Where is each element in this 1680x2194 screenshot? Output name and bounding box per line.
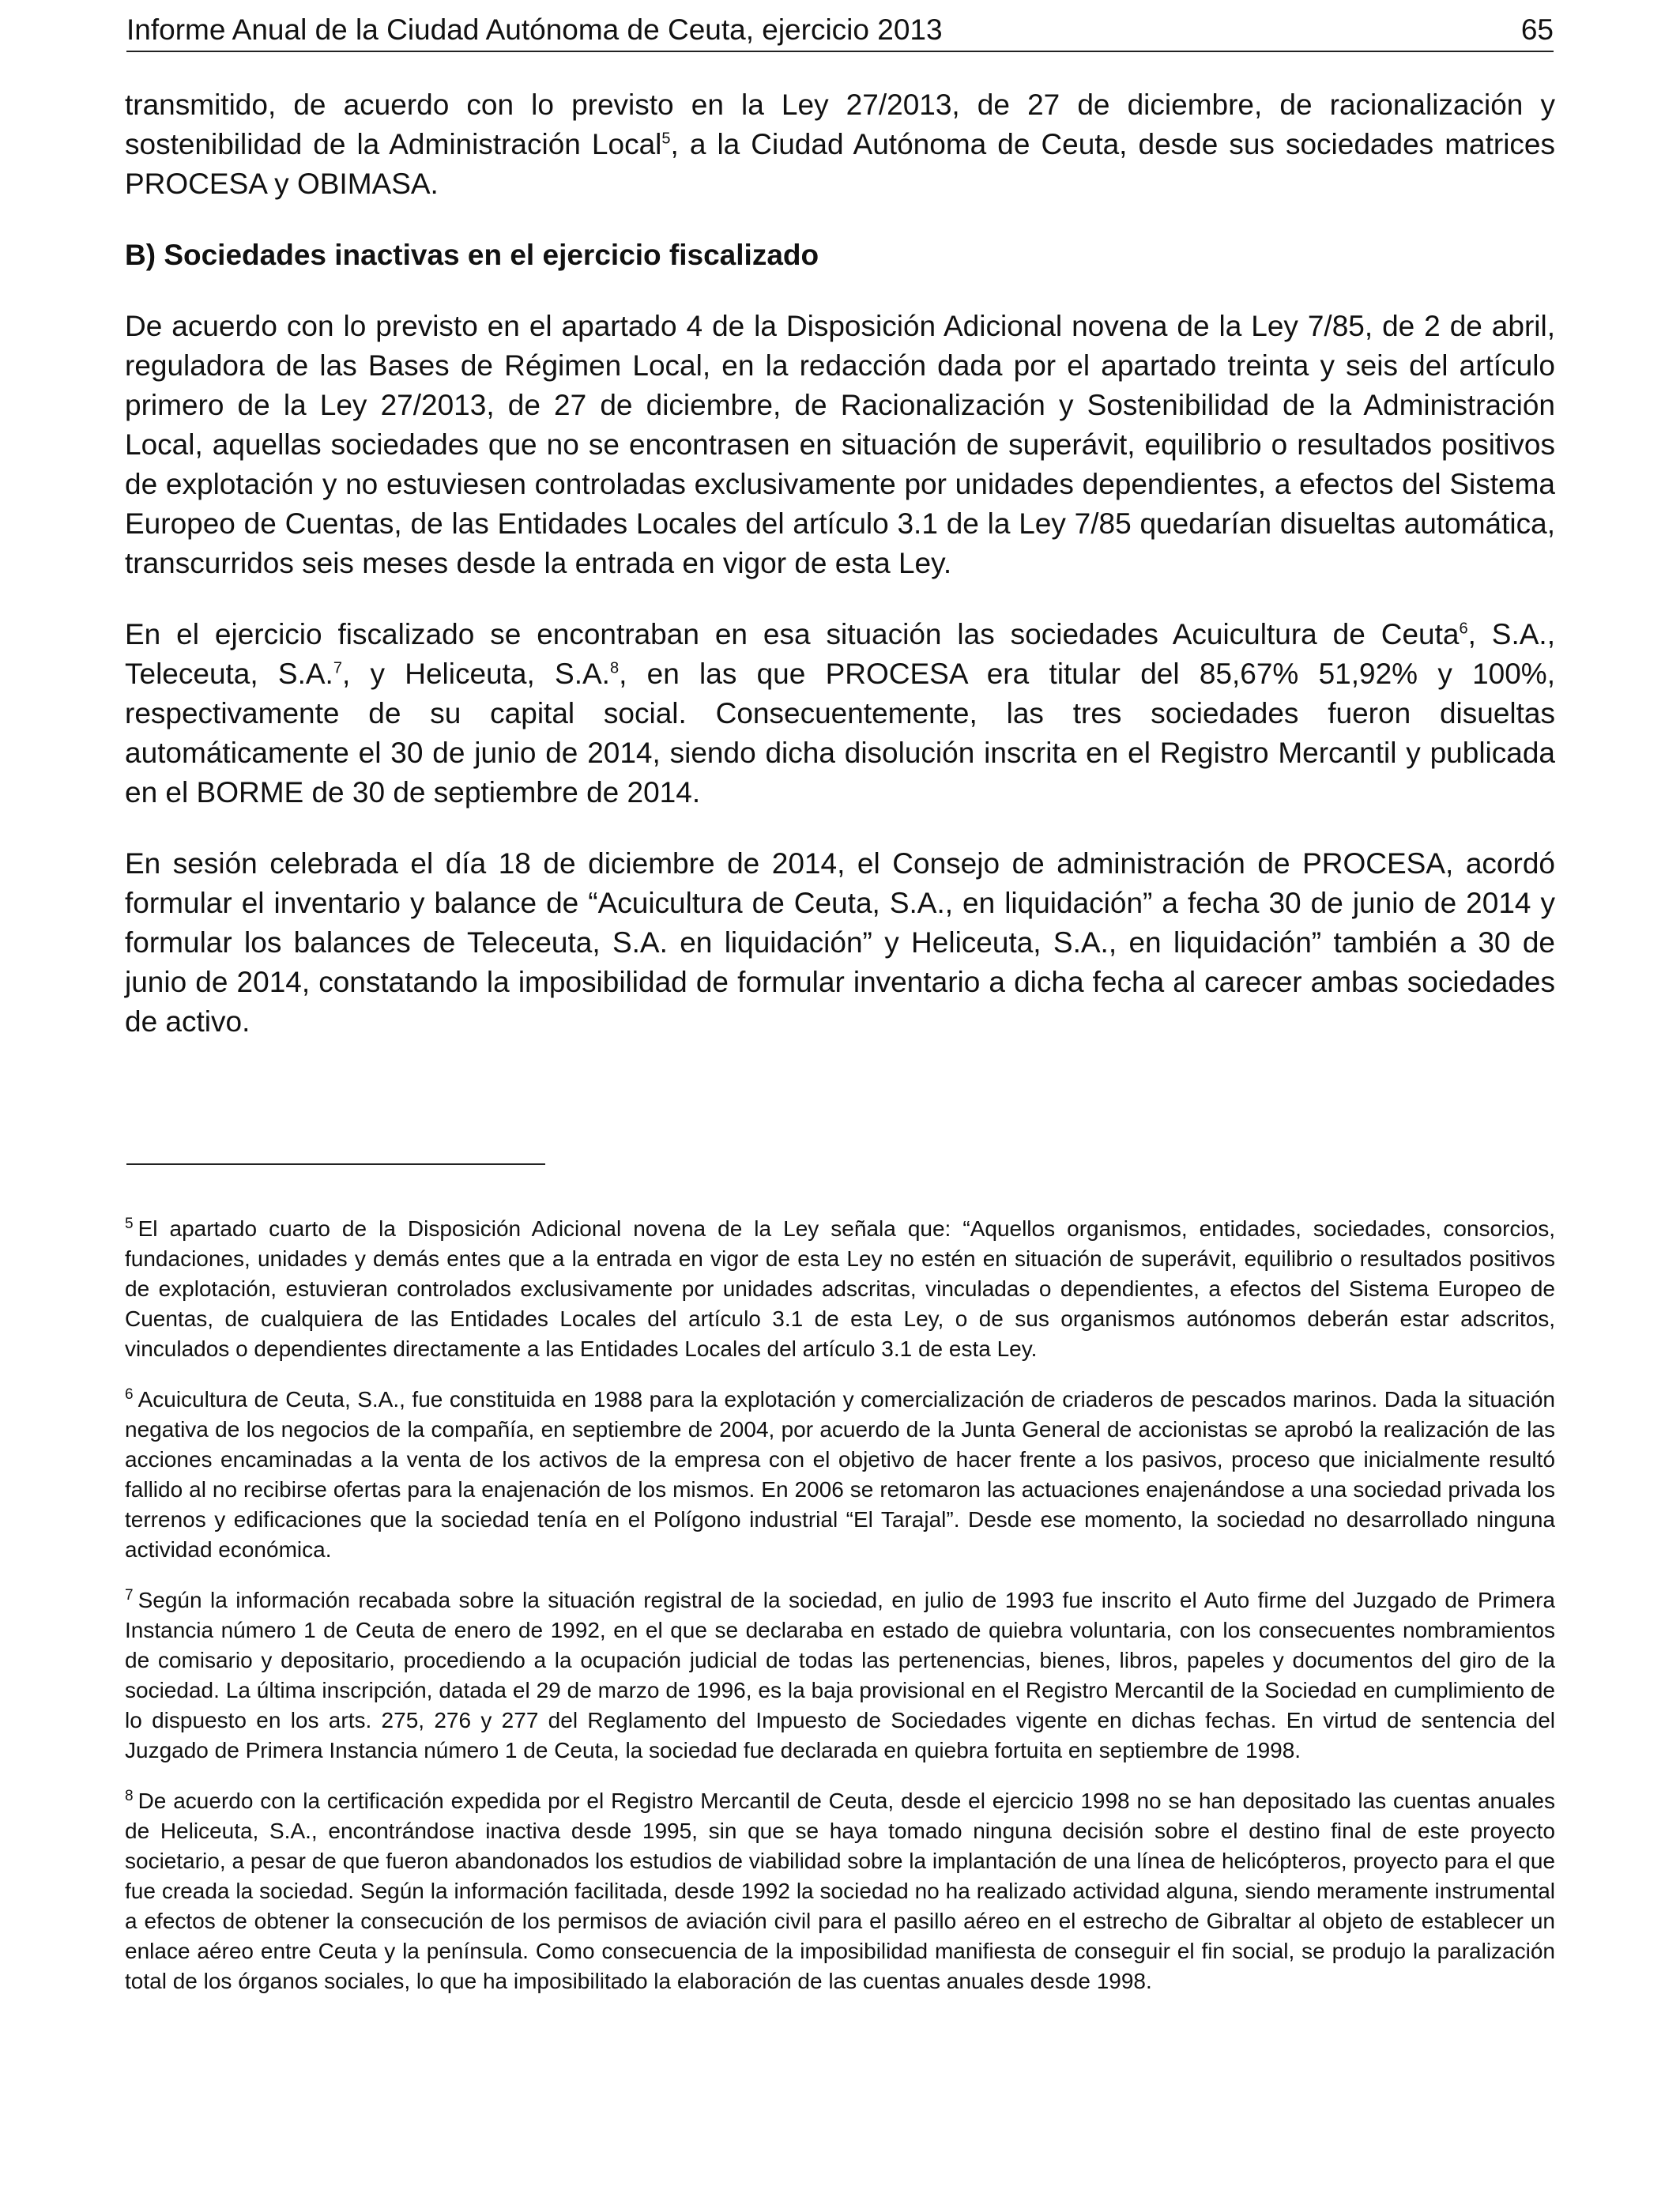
footnote-text: Acuicultura de Ceuta, S.A., fue constituida en 1988 para la explotación y comercialización de criaderos de pescados marinos. Dada la situación negativa de los negocios de la compañía, en septiembre de 2004, por acuerdo de la Junta General de accionistas se aprobó la realización de las acciones encaminadas a la venta de los activos de la empresa con el objetivo de hacer frente a los pasivos, proceso que inicialmente resultó fallido al no recibirse ofertas para la enajenación de los mismos. En 2006 se retomaron las actuaciones enajenándose a una sociedad privada los terrenos y edificaciones que la sociedad tenía en el Polígono industrial “El Tarajal”. Desde ese momento, la sociedad no desarrollado ninguna actividad económica. bbox=[125, 1387, 1555, 1562]
footnote-number: 7 bbox=[125, 1586, 134, 1604]
paragraph-3 bbox=[125, 615, 1555, 812]
footnote-number: 8 bbox=[125, 1787, 134, 1804]
paragraph-1-text-b: , a la Ciudad Autónoma de Ceuta, desde sus sociedades matrices PROCESA y OBIMASA. bbox=[125, 128, 1555, 200]
footnote-text: El apartado cuarto de la Disposición Adicional novena de la Ley señala que: “Aquellos organismos, entidades, sociedades, consorcios, fundaciones, unidades y demás entes que a la entrada en vigor de esta Ley no estén en situación de superávit, equilibrio o resultados positivos de explotación, estuvieran controlados exclusivamente por unidades adscritas, vinculadas o dependientes, a efectos del Sistema Europeo de Cuentas, de cualquiera de las Entidades Locales del artículo 3.1 de esta Ley, o de sus organismos autónomos deberán estar adscritos, vinculados o dependientes directamente a las Entidades Locales del artículo 3.1 de esta Ley. bbox=[125, 1216, 1555, 1361]
footnote-ref-5[interactable]: 5 bbox=[661, 130, 671, 148]
footnotes bbox=[125, 1214, 1555, 2017]
footnote-5 bbox=[125, 1214, 1555, 1364]
footnote-ref-8[interactable]: 8 bbox=[609, 659, 620, 677]
paragraph-1 bbox=[125, 85, 1555, 204]
body-text bbox=[125, 85, 1555, 1073]
page-header bbox=[126, 9, 1554, 52]
paragraph-3-text-b: , S.A., Teleceuta, S.A. bbox=[125, 618, 1555, 690]
footnote-ref-7[interactable]: 7 bbox=[333, 659, 342, 677]
footnote-8 bbox=[125, 1786, 1555, 1996]
header-title: Informe Anual de la Ciudad Autónoma de Ceuta, ejercicio 2013 bbox=[126, 13, 943, 46]
paragraph-2: De acuerdo con lo previsto en el apartado 4 de la Disposición Adicional novena de la Ley 7/85, de 2 de abril, reguladora de las Bases de Régimen Local, en la redacción dada por el apartado treinta y seis del artículo primero de la Ley 27/2013, de 27 de diciembre, de Racionalización y Sostenibilidad de la Administración Local, aquellas sociedades que no se encontrasen en situación de superávit, equilibrio o resultados positivos de explotación y no estuviesen controladas exclusivamente por unidades dependientes, a efectos del Sistema Europeo de Cuentas, de las Entidades Locales del artículo 3.1 de la Ley 7/85 quedarían disueltas automática, transcurridos seis meses desde la entrada en vigor de esta Ley. bbox=[125, 310, 1555, 579]
paragraph-4: En sesión celebrada el día 18 de diciembre de 2014, el Consejo de administración de PROCESA, acordó formular el inventario y balance de “Acuicultura de Ceuta, S.A., en liquidación” a fecha 30 de junio de 2014 y formular los balances de Teleceuta, S.A. en liquidación” y Heliceuta, S.A., en liquidación” también a 30 de junio de 2014, constatando la imposibilidad de formular inventario a dicha fecha al carecer ambas sociedades de activo. bbox=[125, 847, 1555, 1038]
footnote-text: De acuerdo con la certificación expedida por el Registro Mercantil de Ceuta, desde el ejercicio 1998 no se han depositado las cuentas anuales de Heliceuta, S.A., encontrándose inactiva desde 1995, sin que se haya tomado ninguna decisión sobre el destino final de este proyecto societario, a pesar de que fueron abandonados los estudios de viabilidad sobre la implantación de una línea de helicópteros, proyecto para el que fue creada la sociedad. Según la información facilitada, desde 1992 la sociedad no ha realizado actividad alguna, siendo meramente instrumental a efectos de obtener la consecución de los permisos de aviación civil para el pasillo aéreo en el estrecho de Gibraltar al objeto de establecer un enlace aéreo entre Ceuta y la península. Como consecuencia de la imposibilidad manifiesta de conseguir el fin social, se produjo la paralización total de los órganos sociales, lo que ha imposibilitado la elaboración de las cuentas anuales desde 1998. bbox=[125, 1789, 1555, 1993]
paragraph-3-text-c: , y Heliceuta, S.A. bbox=[341, 658, 610, 690]
footnote-text: Según la información recabada sobre la situación registral de la sociedad, en julio de 1993 fue inscrito el Auto firme del Juzgado de Primera Instancia número 1 de Ceuta de enero de 1992, en el que se declaraba en estado de quiebra voluntaria, con los consecuentes nombramientos de comisario y depositario, procediendo a la ocupación judicial de todas las pertenencias, bienes, libros, papeles y documentos del giro de la sociedad. La última inscripción, datada el 29 de marzo de 1996, es la baja provisional en el Registro Mercantil de la Sociedad en cumplimiento de lo dispuesto en los arts. 275, 276 y 277 del Reglamento del Impuesto de Sociedades vigente en dichas fechas. En virtud de sentencia del Juzgado de Primera Instancia número 1 de Ceuta, la sociedad fue declarada en quiebra fortuita en septiembre de 1998. bbox=[125, 1588, 1555, 1762]
page-number: 65 bbox=[1520, 13, 1554, 46]
paragraph-1-text-a: transmitido, de acuerdo con lo previsto en la Ley 27/2013, de 27 de diciembre, de racionalización y sostenibilidad de la Administración Local bbox=[125, 89, 1555, 160]
section-heading: B) Sociedades inactivas en el ejercicio fiscalizado bbox=[125, 239, 819, 271]
footnote-ref-6[interactable]: 6 bbox=[1459, 620, 1468, 638]
paragraph-3-text-a: En el ejercicio fiscalizado se encontraban en esa situación las sociedades Acuicultura de Ceuta bbox=[125, 618, 1460, 650]
footnote-number: 5 bbox=[125, 1215, 134, 1232]
paragraph-3-text-d: , en las que PROCESA era titular del 85,67% 51,92% y 100%, respectivamente de su capital social. Consecuentemente, las tres sociedades fueron disueltas automáticamente el 30 de junio de 2014, siendo dicha disolución inscrita en el Registro Mercantil y publicada en el BORME de 30 de septiembre de 2014. bbox=[125, 658, 1555, 809]
footnote-number: 6 bbox=[125, 1385, 134, 1403]
footnote-divider bbox=[126, 1163, 545, 1165]
footnote-7 bbox=[125, 1585, 1555, 1766]
footnote-6 bbox=[125, 1385, 1555, 1565]
